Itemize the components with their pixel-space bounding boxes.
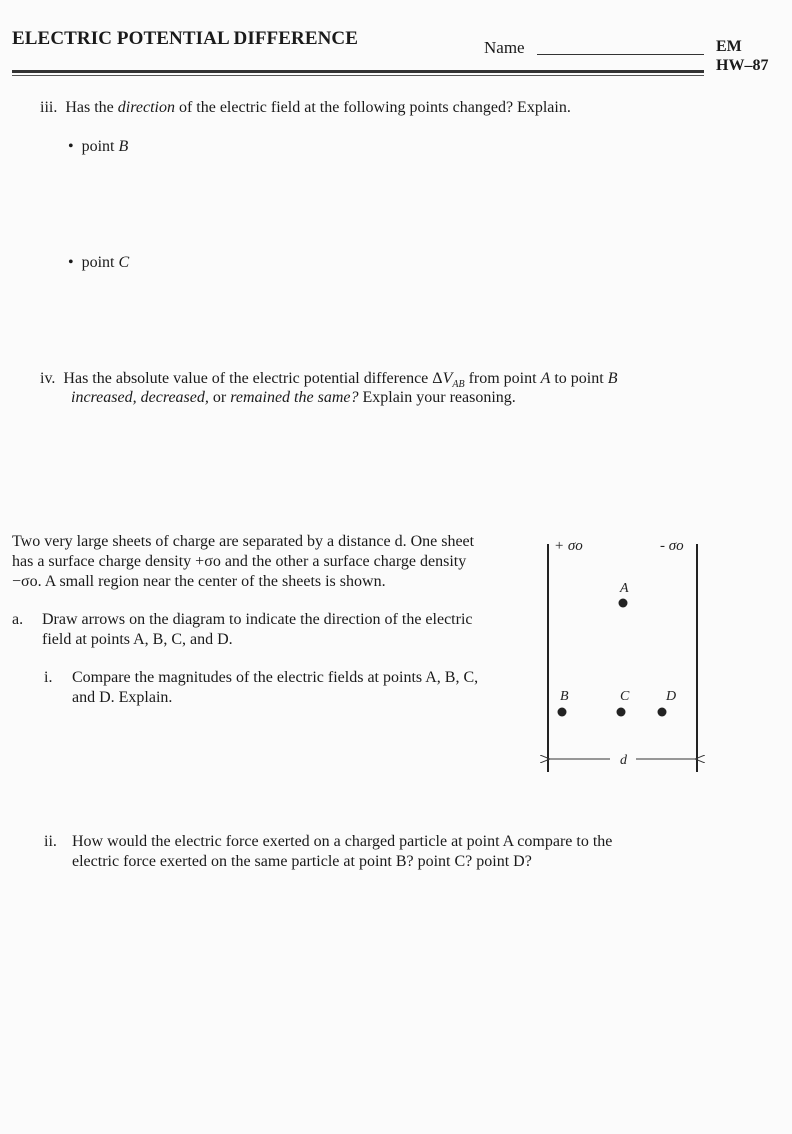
question-iii-text-pre: Has the — [65, 99, 118, 116]
intro-line1: Two very large sheets of charge are separated by a distance d. One sheet — [12, 533, 475, 550]
part-a-ii-line2: electric force exerted on the same particle at point B? point C? point D? — [72, 853, 532, 870]
header-rule-thin — [12, 75, 704, 76]
intro-line2: has a surface charge density +σo and the other a surface charge density — [12, 553, 467, 570]
part-a-line2: field at points A, B, C, and D. — [42, 631, 233, 648]
question-iii-text-post: of the electric field at the following points changed? Explain. — [174, 99, 571, 116]
question-iv-post: Explain your reasoning. — [358, 389, 516, 406]
plus-sigma-label: + σo — [554, 538, 583, 554]
assignment-code — [716, 37, 768, 75]
part-a-label: a. — [12, 611, 24, 628]
question-iv-text-pre: Has the absolute value of the electric potential difference Δ — [63, 370, 443, 387]
part-a-i-line2: and D. Explain. — [72, 689, 173, 706]
question-iii-emphasis: direction — [117, 99, 175, 116]
name-label: Name — [484, 38, 525, 57]
question-iv-em2: remained the same? — [230, 389, 359, 406]
point-a-label: A — [620, 581, 629, 596]
question-iv-or: or — [208, 389, 231, 406]
point-c-dot[interactable] — [617, 708, 626, 717]
assignment-code-line1: EM — [716, 38, 742, 55]
bullet-point-c-prefix: point — [81, 254, 119, 271]
name-field-line[interactable] — [537, 54, 704, 55]
bullet-point-b-prefix: point — [81, 138, 119, 155]
question-iv-to: to point — [550, 370, 608, 387]
bullet-point-b — [68, 137, 128, 157]
question-iv-point-b: B — [607, 370, 618, 387]
question-iv-point-a: A — [540, 370, 551, 387]
point-b-dot[interactable] — [558, 708, 567, 717]
question-iv-mid: from point — [464, 370, 541, 387]
minus-sigma-label: - σo — [660, 538, 684, 554]
question-iv-sub: AB — [452, 379, 465, 391]
point-d-label: D — [666, 689, 677, 704]
part-a-line1: Draw arrows on the diagram to indicate the direction of the electric — [42, 611, 473, 628]
point-c-label: C — [620, 689, 630, 704]
question-iv-em1: increased, decreased, — [71, 389, 209, 406]
point-b-label: B — [560, 689, 569, 704]
part-a-ii-label: ii. — [44, 833, 57, 850]
bullet-icon: • — [68, 254, 74, 271]
distance-label: d — [620, 753, 627, 768]
point-a-dot[interactable] — [619, 599, 628, 608]
charged-sheets-diagram[interactable] — [540, 530, 712, 780]
question-iv-line2 — [71, 388, 516, 408]
page-title: ELECTRIC POTENTIAL DIFFERENCE — [12, 28, 359, 49]
question-iv-var: V — [442, 370, 453, 387]
part-a-i-line1: Compare the magnitudes of the electric fields at points A, B, C, — [72, 669, 479, 686]
bullet-point-c — [68, 253, 129, 273]
part-a-ii-line1: How would the electric force exerted on a charged particle at point A compare to the — [72, 833, 613, 850]
point-d-dot[interactable] — [658, 708, 667, 717]
question-iv-number: iv. — [40, 370, 56, 387]
header-rule-thick — [12, 70, 704, 73]
question-iii — [40, 98, 571, 118]
intro-line3: −σo. A small region near the center of the sheets is shown. — [12, 573, 386, 590]
bullet-point-c-letter: C — [118, 254, 130, 271]
bullet-icon: • — [68, 138, 74, 155]
bullet-point-b-letter: B — [118, 138, 129, 155]
assignment-code-line2: HW–87 — [716, 57, 769, 74]
part-a-i-label: i. — [44, 669, 53, 686]
question-iii-number: iii. — [40, 99, 58, 116]
